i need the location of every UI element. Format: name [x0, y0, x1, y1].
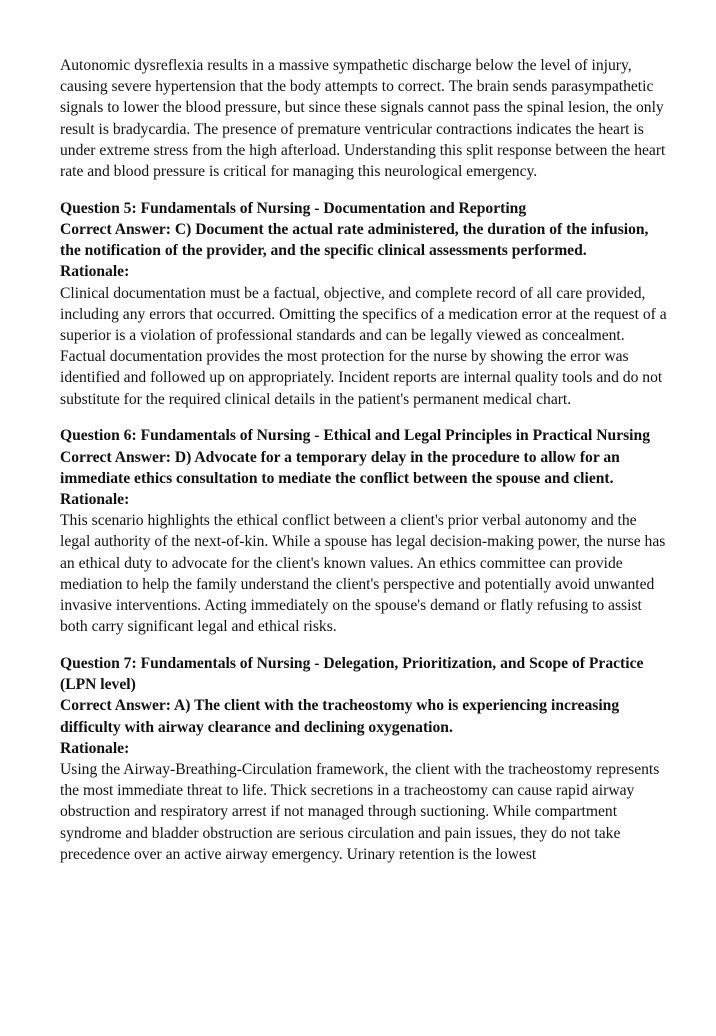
question-block-6: [60, 425, 668, 637]
rationale-label: Rationale:: [60, 739, 130, 757]
question-heading: Question 7: Fundamentals of Nursing - Delegation, Prioritization, and Scope of Practice (LPN level): [60, 655, 644, 694]
question-block-7: [60, 653, 668, 865]
correct-answer: Correct Answer: D) Advocate for a temporary delay in the procedure to allow for an immediate ethics consultation to mediate the conflict between the spouse and client.: [60, 448, 620, 487]
rationale-text: Using the Airway-Breathing-Circulation framework, the client with the tracheostomy represents the most immediate threat to life. Thick secretions in a tracheostomy can cause rapid airway obstruction and respiratory arrest if not managed through suctioning. While compartment syndrome and bladder obstruction are serious circulation and pain issues, they do not take precedence over an active airway emergency. Urinary retention is the lowest: [60, 761, 660, 863]
correct-answer: Correct Answer: A) The client with the tracheostomy who is experiencing increasing difficulty with airway clearance and declining oxygenation.: [60, 697, 620, 736]
rationale-text: Clinical documentation must be a factual, objective, and complete record of all care provided, including any errors that occurred. Omitting the specifics of a medication error at the request of a superior is a violation of professional standards and can be legally viewed as concealment. Factual documentation provides the most protection for the nurse by showing the error was identified and followed up on appropriately. Incident reports are internal quality tools and do not substitute for the required clinical details in the patient's permanent medical chart.: [60, 284, 667, 408]
rationale-label: Rationale:: [60, 491, 130, 509]
correct-answer: Correct Answer: C) Document the actual rate administered, the duration of the infusion, the notification of the provider, and the specific clinical assessments performed.: [60, 221, 649, 260]
question-heading: Question 6: Fundamentals of Nursing - Ethical and Legal Principles in Practical Nursing: [60, 427, 650, 445]
rationale-label: Rationale:: [60, 263, 130, 281]
intro-paragraph: Autonomic dysreflexia results in a massive sympathetic discharge below the level of injury, causing severe hypertension that the body attempts to correct. The brain sends parasympathetic signals to lower the blood pressure, but since these signals cannot pass the spinal lesion, the only result is bradycardia. The presence of premature ventricular contractions indicates the heart is under extreme stress from the high afterload. Understanding this split response between the heart rate and blood pressure is critical for managing this neurological emergency.: [60, 57, 666, 181]
question-heading: Question 5: Fundamentals of Nursing - Documentation and Reporting: [60, 199, 527, 217]
rationale-text: This scenario highlights the ethical conflict between a client's prior verbal autonomy and the legal authority of the next-of-kin. While a spouse has legal decision-making power, the nurse has an ethical duty to advocate for the client's known values. An ethics committee can provide mediation to help the family understand the client's perspective and potentially avoid unwanted invasive interventions. Acting immediately on the spouse's demand or flatly refusing to assist both carry significant legal and ethical risks.: [60, 512, 666, 636]
question-block-5: [60, 198, 668, 410]
